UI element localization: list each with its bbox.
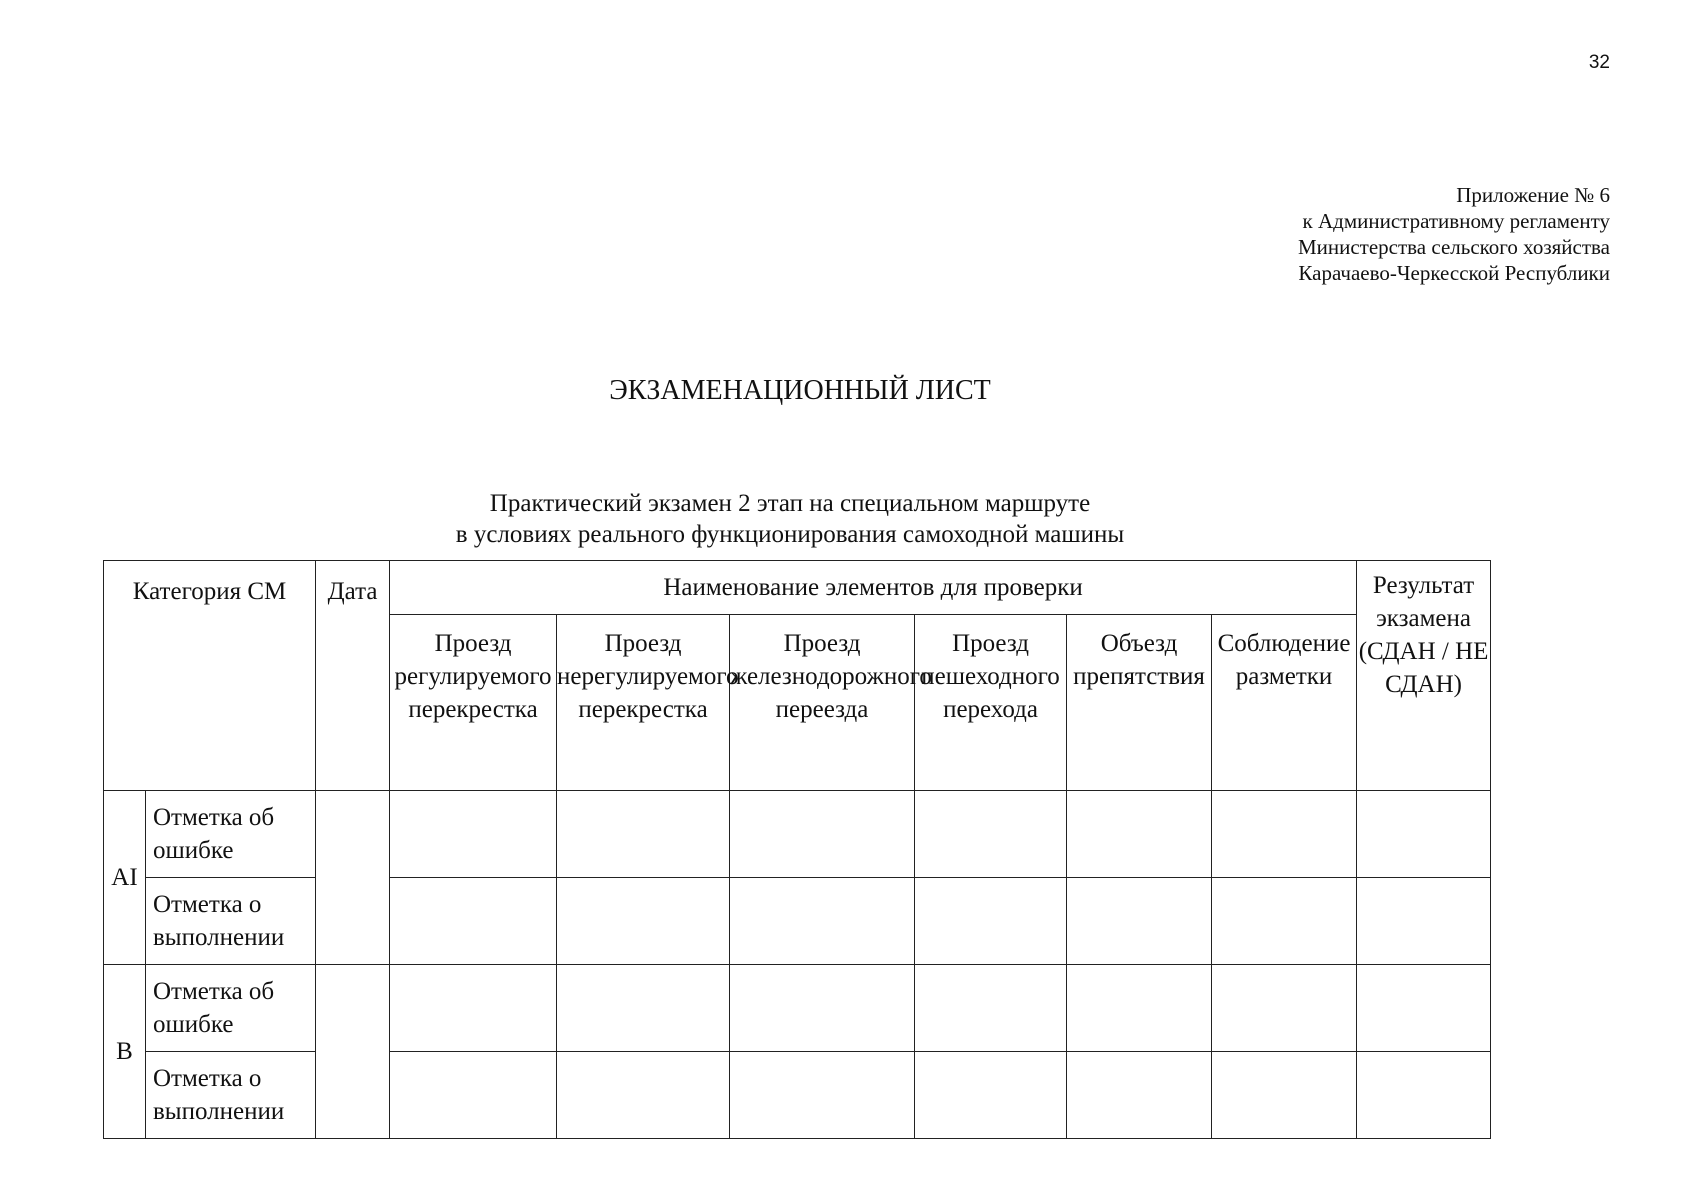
- result-cell[interactable]: [1357, 965, 1491, 1052]
- document-subtitle: [300, 488, 1280, 550]
- category-label: AI: [104, 791, 146, 965]
- entry-cell[interactable]: [1212, 1052, 1357, 1139]
- entry-cell[interactable]: [730, 965, 915, 1052]
- subtitle-line-2: в условиях реального функционирования самоходной машины: [455, 521, 1125, 548]
- entry-cell[interactable]: [915, 1052, 1067, 1139]
- table-row: [104, 878, 1491, 965]
- header-column: Проезд железнодорожного переезда: [730, 615, 915, 791]
- entry-cell[interactable]: [1067, 965, 1212, 1052]
- appendix-line-4: Карачаево-Черкесской Республики: [1298, 261, 1610, 285]
- table-header-row: [104, 561, 1491, 615]
- entry-cell[interactable]: [390, 878, 557, 965]
- header-elements: Наименование элементов для проверки: [390, 561, 1357, 615]
- exam-table: [103, 560, 1491, 1139]
- entry-cell[interactable]: [1212, 878, 1357, 965]
- date-cell[interactable]: [316, 791, 390, 965]
- appendix-line-3: Министерства сельского хозяйства: [1297, 235, 1610, 259]
- entry-cell[interactable]: [730, 1052, 915, 1139]
- header-column: Проезд пешеходного перехода: [915, 615, 1067, 791]
- appendix-line-2: к Административному регламенту: [1302, 209, 1610, 233]
- result-cell[interactable]: [1357, 791, 1491, 878]
- table-row: [104, 1052, 1491, 1139]
- row-label: Отметка об ошибке: [146, 965, 316, 1052]
- row-label: Отметка о выполнении: [146, 1052, 316, 1139]
- entry-cell[interactable]: [1212, 791, 1357, 878]
- entry-cell[interactable]: [915, 878, 1067, 965]
- entry-cell[interactable]: [1067, 878, 1212, 965]
- document-title: ЭКЗАМЕНАЦИОННЫЙ ЛИСТ: [609, 375, 991, 406]
- category-label: B: [104, 965, 146, 1139]
- entry-cell[interactable]: [915, 791, 1067, 878]
- entry-cell[interactable]: [1067, 791, 1212, 878]
- result-cell[interactable]: [1357, 1052, 1491, 1139]
- row-label: Отметка об ошибке: [146, 791, 316, 878]
- entry-cell[interactable]: [390, 1052, 557, 1139]
- page-number: 32: [1588, 52, 1610, 73]
- header-category: Категория СМ: [104, 561, 316, 791]
- entry-cell[interactable]: [390, 965, 557, 1052]
- table-row: [104, 965, 1491, 1052]
- appendix-line-1: Приложение № 6: [1456, 183, 1610, 207]
- row-label: Отметка о выполнении: [146, 878, 316, 965]
- appendix-note: [1298, 182, 1610, 286]
- header-column: Проезд нерегулируемого перекрестка: [557, 615, 730, 791]
- entry-cell[interactable]: [1067, 1052, 1212, 1139]
- entry-cell[interactable]: [915, 965, 1067, 1052]
- header-date: Дата: [316, 561, 390, 791]
- table-row: [104, 791, 1491, 878]
- entry-cell[interactable]: [730, 878, 915, 965]
- entry-cell[interactable]: [557, 1052, 730, 1139]
- header-column: Проезд регулируемого перекрестка: [390, 615, 557, 791]
- entry-cell[interactable]: [557, 791, 730, 878]
- entry-cell[interactable]: [390, 791, 557, 878]
- entry-cell[interactable]: [557, 878, 730, 965]
- entry-cell[interactable]: [730, 791, 915, 878]
- entry-cell[interactable]: [557, 965, 730, 1052]
- header-column: Соблюдение разметки: [1212, 615, 1357, 791]
- date-cell[interactable]: [316, 965, 390, 1139]
- header-column: Объезд препятствия: [1067, 615, 1212, 791]
- header-result: Результат экзамена (СДАН / НЕ СДАН): [1357, 561, 1491, 791]
- subtitle-line-1: Практический экзамен 2 этап на специальном маршруте: [489, 490, 1091, 517]
- result-cell[interactable]: [1357, 878, 1491, 965]
- entry-cell[interactable]: [1212, 965, 1357, 1052]
